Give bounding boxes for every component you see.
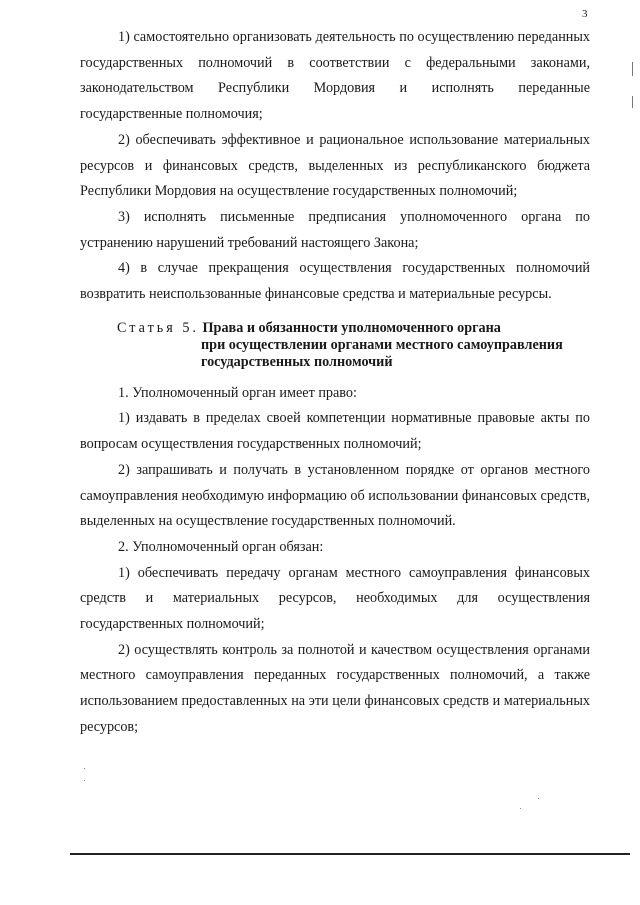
- article-title-first-line: Права и обязанности уполномоченного органа: [202, 319, 501, 336]
- spacer: [80, 371, 590, 381]
- scan-speck: [84, 768, 85, 769]
- paragraph-duty-control: 2) осуществлять контроль за полнотой и качеством осуществления органами местного самоуправления переданных государственных полномочий, а также использованием предоставленных на эти цели финансовых средств и материальных ресурсов;: [80, 641, 590, 735]
- paragraph-return-funds: 4) в случае прекращения осуществления государственных полномочий возвратить неиспользованные финансовые средства и материальные ресурсы.: [80, 260, 590, 303]
- paragraph-self-organize: 1) самостоятельно организовать деятельность по осуществлению переданных государственных полномочий в соответствии с федеральными законами, законодательством Республики Мордовия и исполнять переданные государственные полномочия;: [80, 29, 590, 123]
- scan-edge-mark-upper: [632, 62, 633, 76]
- document-body: [80, 25, 590, 741]
- paragraph-right-request-info: 2) запрашивать и получать в установленном порядке от органов местного самоуправления необходимую информацию об использовании финансовых средств, выделенных на осуществление государственных полномочий.: [80, 461, 590, 530]
- paragraph-right-issue-acts: 1) издавать в пределах своей компетенции нормативные правовые акты по вопросам осуществления государственных полномочий;: [80, 410, 590, 453]
- spacer: [80, 308, 590, 320]
- page-footer-rule: [70, 853, 630, 855]
- paragraph-use-resources: 2) обеспечивать эффективное и рациональное использование материальных ресурсов и финансовых средств, выделенных из республиканского бюджета Республики Мордовия на осуществление государственных полномочий;: [80, 131, 590, 200]
- scan-speck: [538, 798, 539, 799]
- paragraph-duties-intro: 2. Уполномоченный орган обязан:: [118, 538, 324, 555]
- scan-speck: [84, 780, 85, 781]
- scan-edge-mark-lower: [632, 96, 633, 108]
- paragraph-duty-transfer-funds: 1) обеспечивать передачу органам местного самоуправления финансовых средств и материальных ресурсов, необходимых для осуществления государственных полномочий;: [80, 564, 590, 633]
- article-heading: [80, 320, 590, 371]
- scan-speck: [520, 808, 521, 809]
- article-title-continuation: при осуществлении органами местного самоуправления государственных полномочий: [201, 336, 563, 370]
- page-number: 3: [582, 8, 588, 20]
- paragraph-follow-orders: 3) исполнять письменные предписания уполномоченного органа по устранению нарушений требований настоящего Закона;: [80, 208, 590, 251]
- article-label: Статья 5.: [117, 319, 199, 336]
- paragraph-rights-intro: 1. Уполномоченный орган имеет право:: [118, 384, 357, 401]
